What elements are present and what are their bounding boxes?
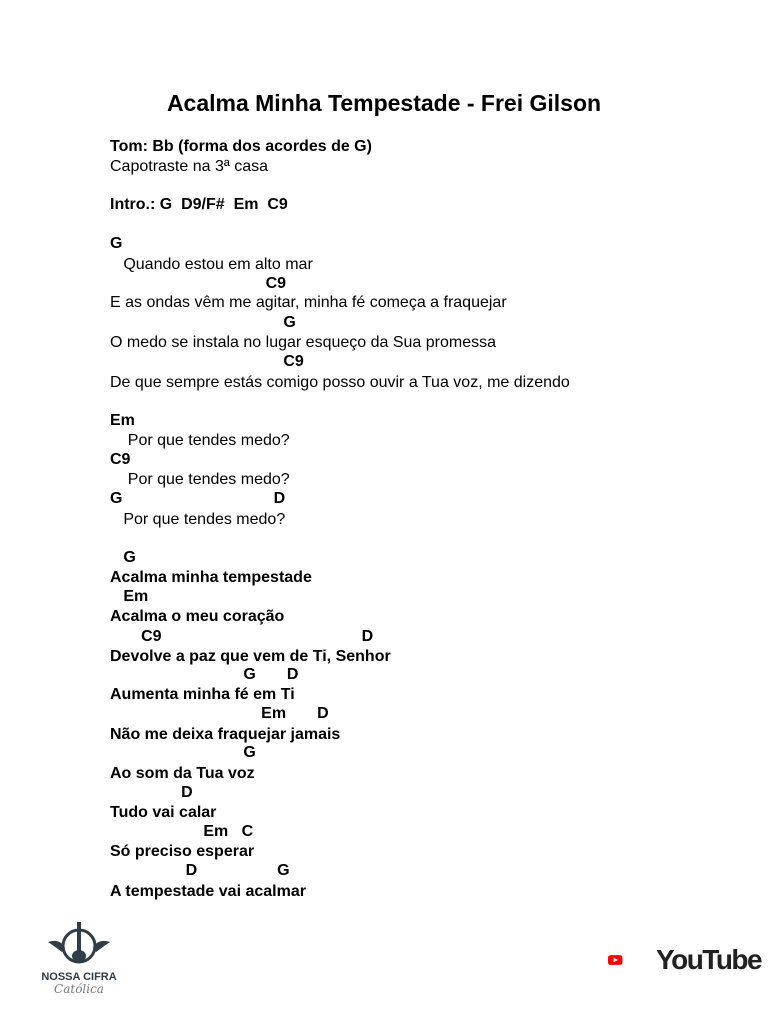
lyric-line: O medo se instala no lugar esqueço da Sua promessa [110,334,497,351]
lyric-line: Aumenta minha fé em Ti [110,686,295,703]
chord-line: G D [110,666,299,683]
chord-line: G [110,314,296,331]
lyric-line: Por que tendes medo? [110,432,290,449]
lyric-line: Só preciso esperar [110,843,255,860]
nossa-cifra-catolica-logo [38,920,120,998]
lyric-line: Por que tendes medo? [110,511,286,528]
lyric-line: Ao som da Tua voz [110,765,255,782]
chord-line: D G [110,862,290,879]
chord-line: Em [110,588,149,605]
chord-line: Em D [110,705,329,722]
lyric-line: Acalma minha tempestade [110,569,312,586]
chord-line: G D [110,490,286,507]
chord-line: Em C [110,823,254,840]
lyric-line: Acalma o meu coração [110,608,285,625]
chord-line: Em [110,412,135,429]
chord-line: C9 D [110,628,374,645]
youtube-icon [608,943,654,977]
lyric-line: Tom: Bb (forma dos acordes de G) [110,138,372,155]
lyric-line: Devolve a paz que vem de Ti, Senhor [110,648,391,665]
youtube-wordmark: YouTube [656,944,762,975]
chord-line: C9 [110,275,287,292]
lyric-line: Tudo vai calar [110,804,217,821]
chord-line: G [110,549,136,566]
lyric-line: De que sempre estás comigo posso ouvir a Tua voz, me dizendo [110,374,570,391]
lyric-line: Intro.: G D9/F# Em C9 [110,196,288,213]
chord-line: D [110,784,193,801]
lyric-line: Quando estou em alto mar [110,256,313,273]
chord-line: G [110,744,256,761]
lyric-line: Por que tendes medo? [110,471,290,488]
chord-line: G [110,235,123,252]
lyric-line: Não me deixa fraquejar jamais [110,726,341,743]
chord-line: C9 [110,353,304,370]
lyric-line: A tempestade vai acalmar [110,883,306,900]
logo-subtitle: Católica [54,982,104,996]
lyric-line: E as ondas vêm me agitar, minha fé começa a fraquejar [110,294,507,311]
logo-title: NOSSA CIFRA [41,971,117,983]
chord-line: C9 [110,451,131,468]
lyric-line: Capotraste na 3ª casa [110,158,269,175]
song-title: Acalma Minha Tempestade - Frei Gilson [166,90,602,116]
